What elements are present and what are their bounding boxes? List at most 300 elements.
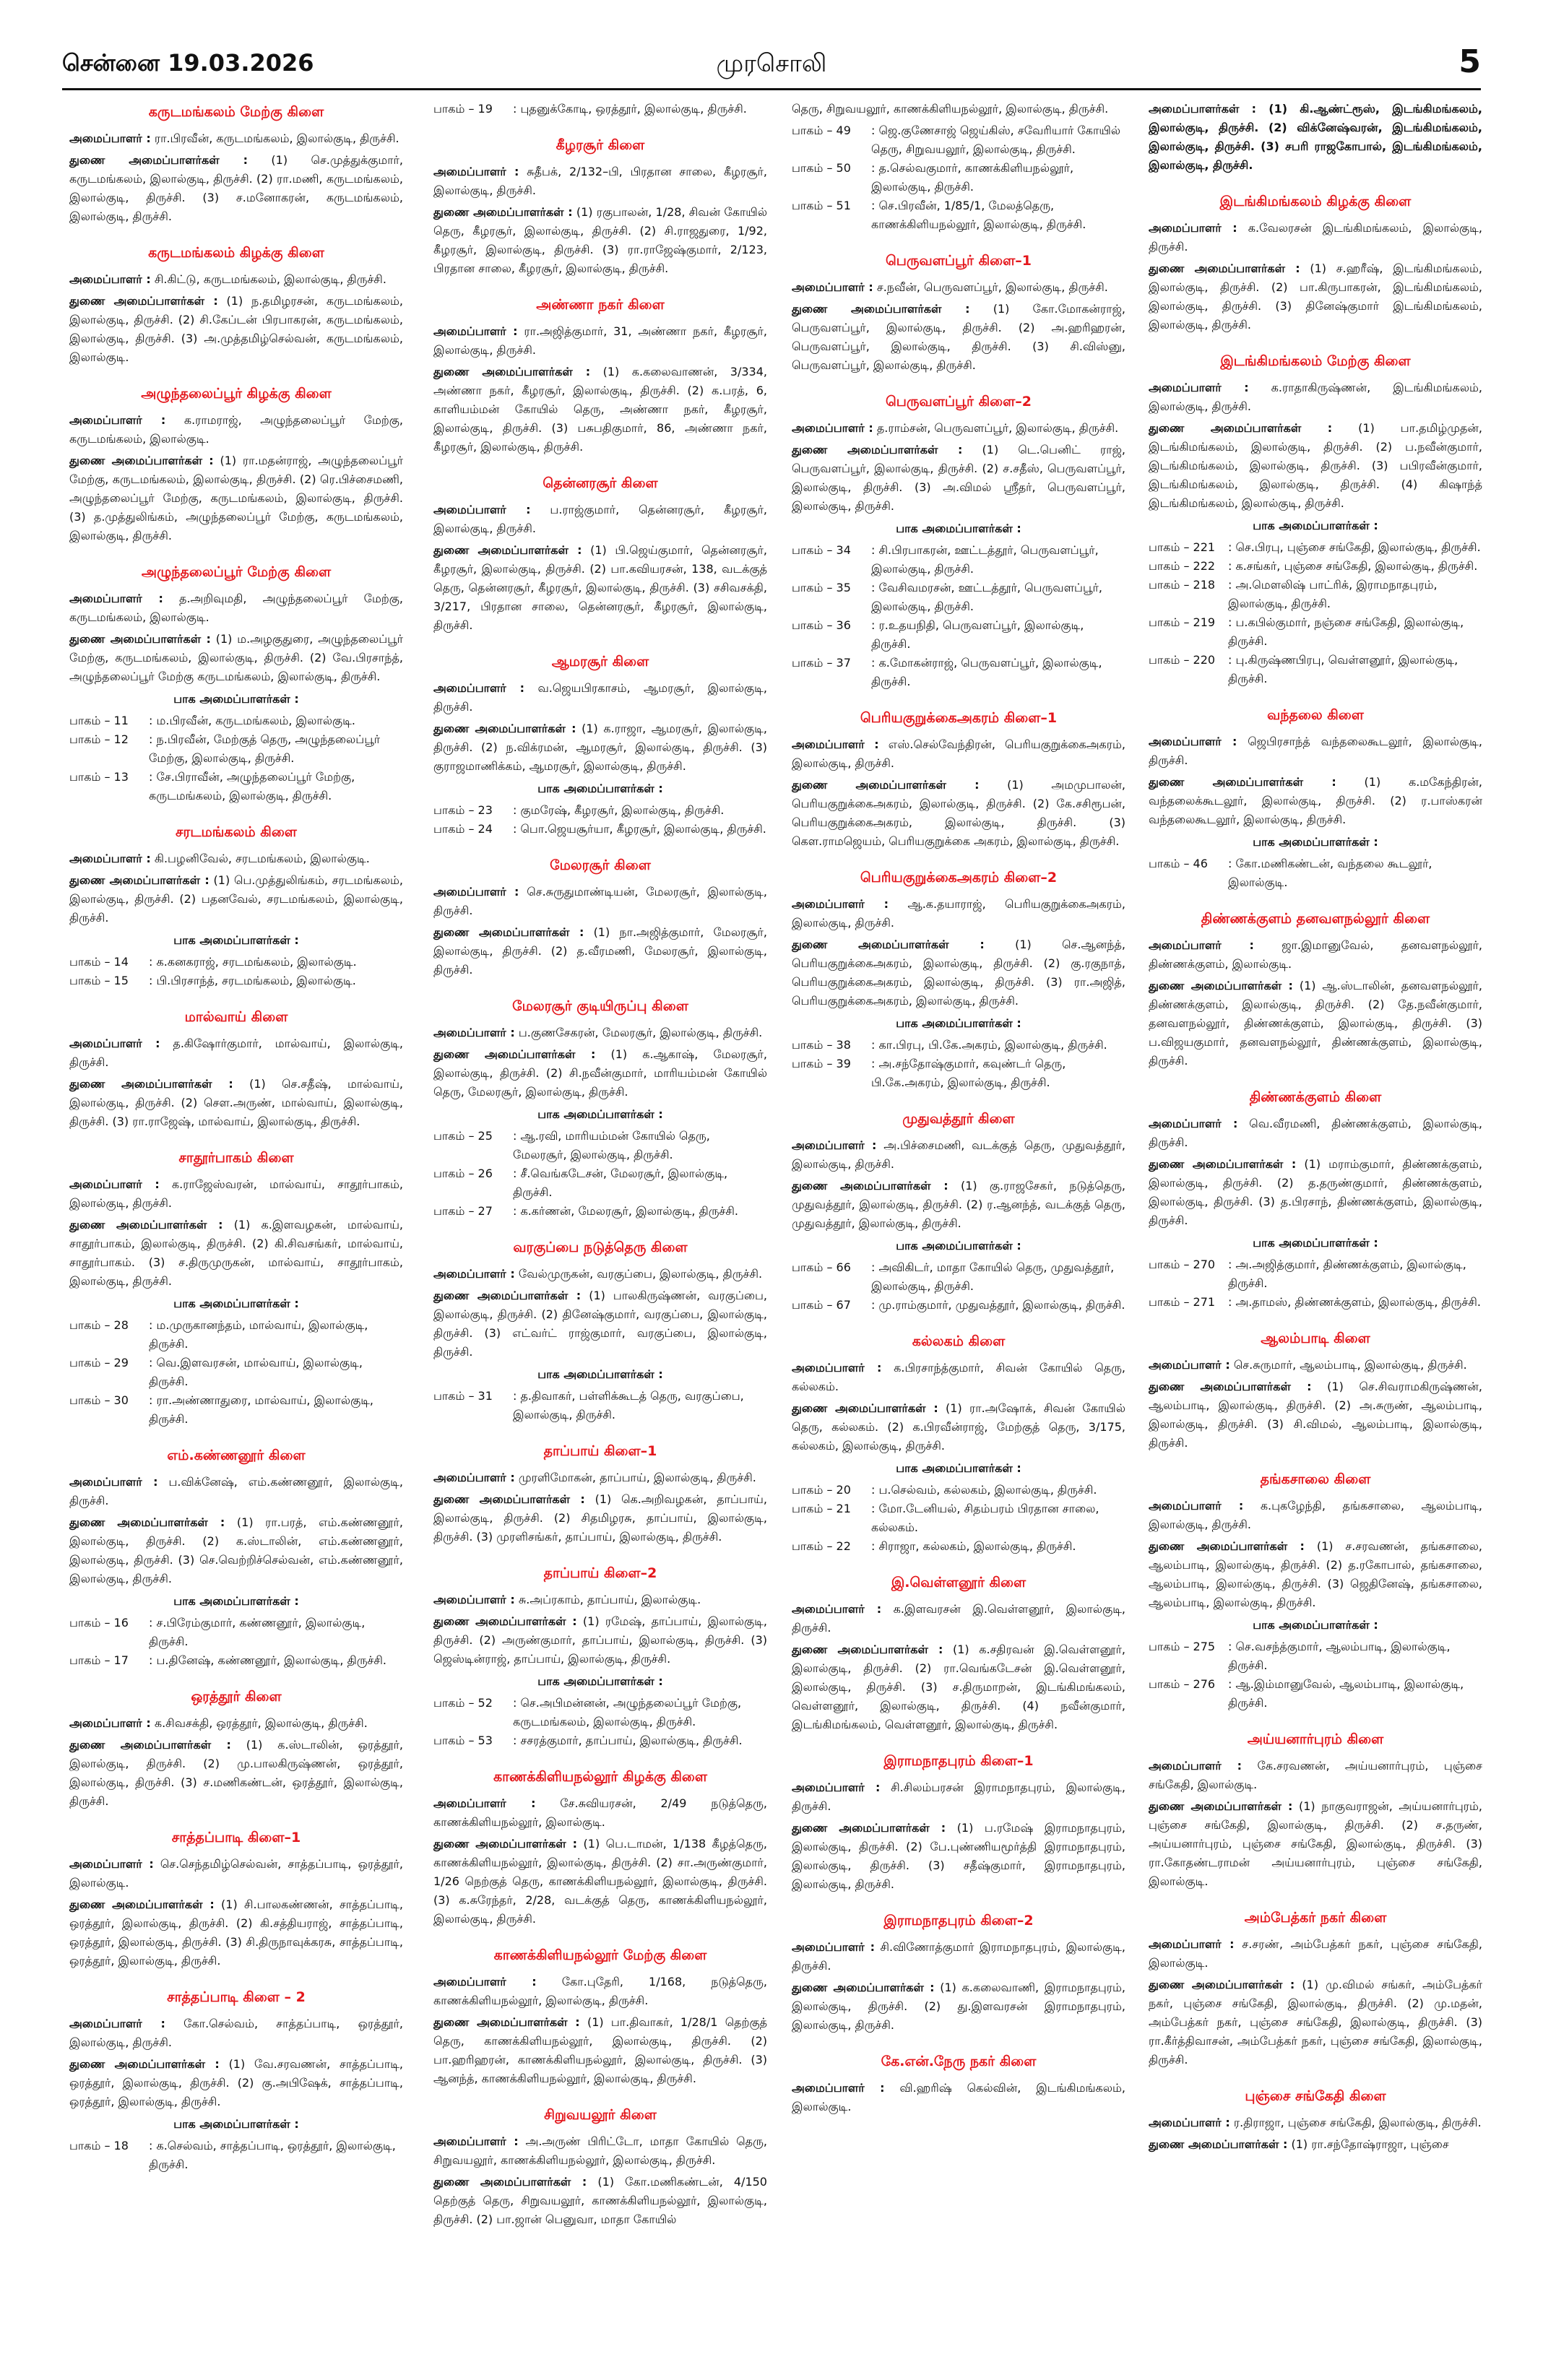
organizer-name: ப.ராஜ்குமார், தென்னரசூர், கீழரசூர், இலால்குடி, திருச்சி.	[433, 503, 767, 535]
ward-row	[792, 1055, 1125, 1092]
header-rule	[62, 88, 1481, 90]
ward-organizers-heading: பாக அமைப்பாளர்கள் :	[1253, 519, 1378, 532]
ward-organizers-heading: பாக அமைப்பாளர்கள் :	[1253, 1618, 1378, 1632]
ward-organizer: : பொ.ஜெயசூர்யா, கீழரசூர், இலால்குடி, திருச்சி.	[513, 822, 766, 836]
branch-title: காணக்கிளியநல்லூர் கிழக்கு கிளை	[493, 1769, 708, 1785]
organizer-label: அமைப்பாளர் :	[69, 272, 151, 286]
ward-organizer: : செ.பிரபு, புஞ்சை சங்கேதி, இலால்குடி, திருச்சி.	[1228, 540, 1481, 554]
organizer-entry	[792, 895, 1125, 932]
deputy-organizers-entry	[69, 1895, 403, 1970]
deputy-organizers-label: துணை அமைப்பாளர்கள் :	[1149, 1157, 1297, 1171]
deputy-organizers-names: (1) கெ.அறிவழகன், தாப்பாய், இலால்குடி, திருச்சி. (2) சிதமிழரசு, தாப்பாய், இலால்குடி, திருச்சி. (3) முரளிசங்கர், தாப்பாய், இலால்குடி, திருச்சி.	[433, 1492, 767, 1544]
deputy-organizers-names: (1) அமமுபாலன், பெரியகுறுக்கைஅகரம், இலால்குடி, திருச்சி. (2) கே.சசிரூபன், பெரியகுறுக்கைஅகரம், இலால்குடி, திருச்சி. (3) கௌ.ராமஜெயம், பெரியகுறுக்கை அகரம், இலால்குடி, திருச்சி.	[792, 778, 1125, 848]
organizer-entry	[433, 1973, 767, 2010]
organizer-entry	[69, 849, 403, 868]
organizer-name: சுதீபக், 2/132–பி, பிரதான சாலை, கீழரசூர், இலால்குடி, திருச்சி.	[433, 165, 767, 197]
ward-organizer: : பு.கிருஷ்ணபிரபு, வெள்ளனூர், இலால்குடி, திருச்சி.	[1228, 653, 1458, 685]
deputy-organizers-entry	[792, 300, 1125, 375]
ward-number: பாகம் – 39	[792, 1057, 851, 1070]
ward-row	[1149, 1255, 1482, 1293]
ward-organizer: : ஜெ.குணேசாஜ் ஜெய்கிஸ், சவேரியார் கோயில் தெரு, சிறுவயலூர், இலால்குடி, திருச்சி.	[871, 124, 1121, 156]
deputy-organizers-names: (1) க.ஆகாஷ், மேலரசூர், இலால்குடி, திருச்சி. (2) சி.நவீன்குமார், மாரியம்மன் கோயில் தெரு, மேலரசூர், இலால்குடி, திருச்சி.	[433, 1047, 767, 1099]
branch-section	[792, 710, 1125, 851]
branch-title: முதுவத்தூர் கிளை	[902, 1111, 1015, 1127]
deputy-organizers-names: (1) செ.ஆனந்த், பெரியகுறுக்கைஅகரம், இலால்குடி, திருச்சி. (2) கு.ரகுநாத், பெரியகுறுக்கைஅகரம், இலால்குடி, திருச்சி. (3) ரா.அஜித், பெரியகுறுக்கைஅகரம், இலால்குடி, திருச்சி.	[792, 938, 1125, 1008]
branch-section	[69, 1989, 403, 2174]
organizer-label: அமைப்பாளர் :	[433, 165, 519, 178]
organizer-entry	[1149, 936, 1482, 974]
branch-section	[1149, 1330, 1482, 1453]
organizer-label: அமைப்பாளர் :	[792, 897, 889, 911]
organizer-name: ச.நவீன், பெருவளப்பூர், இலால்குடி, திருச்சி.	[876, 280, 1108, 294]
branch-section	[1149, 100, 1482, 175]
organizer-name: சு.அப்ரகாம், தாப்பாய், இலால்குடி.	[518, 1593, 701, 1606]
deputy-organizers-label: துணை அமைப்பாளர்கள் :	[433, 543, 582, 557]
deputy-organizers-label: துணை அமைப்பாளர்கள் :	[1149, 1539, 1305, 1553]
organizer-entry	[792, 1600, 1125, 1637]
deputy-organizers-names: (1) டெ.பெனிட் ராஜ், பெருவளப்பூர், இலால்குடி, திருச்சி. (2) ச.சதீஸ், பெருவளப்பூர், இலால்குடி, திருச்சி. (3) அ.விமல் ஸ்ரீதர், பெருவளப்பூர், இலால்குடி, திருச்சி.	[792, 443, 1125, 513]
ward-number: பாகம் – 37	[792, 656, 851, 670]
branch-section	[1149, 911, 1482, 1070]
deputy-organizers-entry	[69, 151, 403, 226]
organizer-label: அமைப்பாளர் :	[69, 1857, 154, 1871]
organizer-name: ஆ.க.தயாராஜ், பெரியகுறுக்கைஅகரம், இலால்குடி, திருச்சி.	[792, 897, 1125, 930]
deputy-organizers-names: (1) ரா.அஷோக், சிவன் கோயில் தெரு, கல்லகம். (2) க.பிரவீன்ராஜ், மேற்குத் தெரு, 3/175, கல்லகம், இலால்குடி, திருச்சி.	[792, 1401, 1125, 1453]
page-number: 5	[1458, 43, 1481, 80]
column-2	[433, 100, 767, 2360]
branch-title: தென்னரசூர் கிளை	[543, 475, 658, 491]
deputy-organizers-names: (1) க.மகேந்திரன், வந்தலைக்கூடலூர், இலால்குடி, திருச்சி. (2) ர.பாஸ்கரன் வந்தலைகூடலூர், இலால்குடி, திருச்சி.	[1149, 775, 1482, 826]
deputy-organizers-names: (1) க.சதிரவன் இ.வெள்ளனூர், இலால்குடி, திருச்சி. (2) ரா.வெங்கடேசன் இ.வெள்ளனூர், இலால்குடி, திருச்சி. (3) ச.திருமாறன், இடங்கிமங்கலம், வெள்ளனூர், இலால்குடி, திருச்சி. (4) நவீன்குமார், இடங்கிமங்கலம், வெள்ளனூர், இலால்குடி, திருச்சி.	[792, 1643, 1125, 1731]
organizer-label: அமைப்பாளர் :	[69, 592, 163, 605]
deputy-organizers-label: துணை அமைப்பாளர்கள் :	[433, 2015, 580, 2029]
ward-number: பாகம் – 12	[69, 732, 129, 746]
ward-row	[433, 1731, 767, 1750]
deputy-organizers-names: (1) க.கலைவாணன், 3/334, அண்ணா நகர், கீழரசூர், இலால்குடி, திருச்சி. (2) க.பரத், 6, காளியம்மன் கோயில் தெரு, அண்ணா நகர், கீழரசூர், இலால்குடி, திருச்சி. (3) பசுபதிகுமார், 86, அண்ணா நகர், கீழரசூர், இலால்குடி, திருச்சி.	[433, 365, 767, 454]
organizer-name: கே.சரவணன், அய்யனார்புரம், புஞ்சை சங்கேதி, இலால்குடி.	[1149, 1759, 1482, 1791]
organizer-name: எஸ்.செல்வேந்திரன், பெரியகுறுக்கைஅகரம், இலால்குடி, திருச்சி.	[792, 737, 1125, 770]
organizer-entry	[1149, 378, 1482, 416]
deputy-organizers-names: (1) நா.அஜித்குமார், மேலரசூர், இலால்குடி, திருச்சி. (2) த.வீரமணி, மேலரசூர், இலால்குடி, திருச்சி.	[433, 925, 767, 977]
masthead	[62, 43, 1481, 87]
deputy-organizers-names: (1) க.இளவழகன், மால்வாய், சாதூர்பாகம், இலால்குடி, திருச்சி. (2) கி.சிவசங்கர், மால்வாய், சாதூர்பாகம். (3) ச.திருமுருகன், மால்வாய், சாதூர்பாகம், இலால்குடி, திருச்சி.	[69, 1218, 403, 1288]
organizer-name: ரா.அஜித்குமார், 31, அண்ணா நகர், கீழரசூர், இலால்குடி, திருச்சி.	[433, 324, 767, 357]
deputy-organizers-label: துணை அமைப்பாளர்கள் :	[433, 2175, 587, 2189]
branch-section	[69, 1150, 403, 1429]
ward-organizers-heading: பாக அமைப்பாளர்கள் :	[173, 2117, 299, 2131]
organizer-name: க.ராமராஜ், அழுந்தலைப்பூர் மேற்கு, கருடமங்கலம், இலால்குடி.	[69, 413, 403, 446]
organizer-entry	[792, 1778, 1125, 1816]
deputy-organizers-entry	[792, 776, 1125, 851]
deputy-organizers-names: (1) க.ராஜா, ஆமரசூர், இலால்குடி, திருச்சி. (2) ந.விக்ரமன், ஆமரசூர், இலால்குடி, திருச்சி. (3) குராஜமாணிக்கம், ஆமரசூர், இலால்குடி, திருச்சி.	[433, 722, 767, 773]
ward-organizer: : ரா.அண்ணாதுரை, மால்வாய், இலால்குடி, திருச்சி.	[149, 1393, 374, 1426]
organizer-label: அமைப்பாளர் :	[1149, 221, 1237, 235]
deputy-organizers-entry	[1149, 1377, 1482, 1453]
deputy-organizers-names: (1) பா.தமிழ்முதன், இடங்கிமங்கலம், இலால்குடி, திருச்சி. (2) ப.நவீன்குமார், இடங்கிமங்கலம், இலால்குடி, திருச்சி. (3) பபிரவீன்குமார், இடங்கிமங்கலம், இலால்குடி, திருச்சி. (4) கிஷாந்த் இடங்கிமங்கலம், இலால்குடி, திருச்சி.	[1149, 421, 1482, 510]
ward-row	[1149, 854, 1482, 892]
organizer-entry	[69, 1855, 403, 1892]
ward-row	[792, 196, 1125, 234]
organizer-entry	[433, 501, 767, 538]
organizer-entry	[433, 163, 767, 200]
ward-organizers-heading: பாக அமைப்பாளர்கள் :	[896, 1016, 1021, 1030]
deputy-organizers-entry	[1149, 2135, 1482, 2154]
organizer-name: ஜா.இமானுவேல், தனவளநல்லூர், திண்ணக்குளம், இலால்குடி.	[1149, 938, 1482, 971]
ward-organizer: : க.செல்வம், சாத்தப்பாடி, ஒரத்தூர், இலால்குடி, திருச்சி.	[149, 2139, 396, 2171]
deputy-organizers-entry	[433, 923, 767, 979]
ward-number: பாகம் – 27	[433, 1204, 493, 1218]
ward-organizer: : சசரத்குமார், தாப்பாய், இலால்குடி, திருச்சி.	[513, 1734, 743, 1747]
ward-number: பாகம் – 24	[433, 822, 493, 836]
ward-organizer: : மோ.டேனியல், சிதம்பரம் பிரதான சாலை, கல்லகம்.	[871, 1502, 1099, 1534]
branch-title: சாதூர்பாகம் கிளை	[178, 1150, 294, 1166]
ward-row	[433, 100, 767, 118]
organizer-name: க.சிவசக்தி, ஒரத்தூர், இலால்குடி, திருச்சி.	[154, 1716, 368, 1730]
ward-row	[792, 1258, 1125, 1296]
organizer-name: ச.சரண், அம்பேத்கர் நகர், புஞ்சை சங்கேதி, இலால்குடி.	[1149, 1937, 1482, 1970]
ward-organizers-heading: பாக அமைப்பாளர்கள் :	[537, 782, 663, 795]
deputy-organizers-names: (1) ரா.பரத், எம்.கண்ணனூர், இலால்குடி, திருச்சி. (2) க.ஸ்டாலின், எம்.கண்ணனூர், இலால்குடி, திருச்சி. (3) செ.வெற்றிச்செல்வன், எம்.கண்ணனூர், இலால்குடி, திருச்சி.	[69, 1515, 403, 1585]
ward-row	[792, 1481, 1125, 1500]
branch-title: எம்.கண்ணனூர் கிளை	[167, 1448, 306, 1463]
deputy-organizers-entry	[1149, 1976, 1482, 2069]
deputy-organizers-entry	[433, 1286, 767, 1362]
organizer-name: சே.சுவியரசன், 2/49 நடுத்தெரு, காணக்கிளியநல்லூர், இலால்குடி.	[433, 1796, 767, 1829]
ward-number: பாகம் – 15	[69, 974, 129, 987]
deputy-organizers-label: துணை அமைப்பாளர்கள் :	[433, 1614, 577, 1628]
organizer-name: கோ.புதேரி, 1/168, நடுத்தெரு, காணக்கிளியநல்லூர், இலால்குடி, திருச்சி.	[433, 1975, 767, 2007]
ward-row	[433, 1202, 767, 1221]
deputy-organizers-names: (1) வே.சரவணன், சாத்தப்பாடி, ஒரத்தூர், இலால்குடி, திருச்சி. (2) கு.அபிஷேக், சாத்தப்பாடி, ஒரத்தூர், இலால்குடி, திருச்சி.	[69, 2057, 403, 2108]
deputy-organizers-entry	[792, 1177, 1125, 1233]
organizer-entry	[69, 270, 403, 289]
deputy-organizers-entry	[433, 1612, 767, 1669]
ward-number: பாகம் – 31	[433, 1389, 493, 1403]
deputy-organizers-label: துணை அமைப்பாளர்கள் :	[1149, 1799, 1293, 1813]
deputy-organizers-entry	[433, 1045, 767, 1102]
ward-row	[69, 953, 403, 972]
deputy-organizers-names: (1) க.கலைவாணி, இராமநாதபுரம், இலால்குடி, திருச்சி. (2) து.இளவரசன் இராமநாதபுரம், இலால்குடி, திருச்சி.	[792, 1981, 1125, 2032]
column-3	[792, 100, 1125, 2360]
deputy-organizers-label: துணை அமைப்பாளர்கள் :	[792, 302, 970, 316]
branch-title: இடங்கிமங்கலம் மேற்கு கிளை	[1220, 353, 1411, 369]
organizer-label: அமைப்பாளர் :	[792, 1602, 882, 1616]
organizer-entry	[69, 1714, 403, 1733]
ward-organizer: : ந.பிரவீன், மேற்குத் தெரு, அழுந்தலைப்பூர் மேற்கு, இலால்குடி, திருச்சி.	[149, 732, 381, 765]
organizer-name: அ.அருண் பிரிட்டோ, மாதா கோயில் தெரு, சிறுவயலூர், காணக்கிளியநல்லூர், இலால்குடி, திருச்சி.	[433, 2134, 767, 2167]
ward-organizer: : ர.உதயநிதி, பெருவளப்பூர், இலால்குடி, திருச்சி.	[871, 618, 1084, 651]
branch-title: தங்கசாலை கிளை	[1260, 1471, 1371, 1487]
ward-number: பாகம் – 28	[69, 1318, 129, 1332]
ward-number: பாகம் – 19	[433, 102, 493, 116]
deputy-organizers-label: துணை அமைப்பாளர்கள் :	[69, 1218, 223, 1232]
organizer-name: கி.பழனிவேல், சரடமங்கலம், இலால்குடி.	[154, 852, 370, 865]
ward-number: பாகம் – 34	[792, 543, 851, 557]
branch-title: பெருவளப்பூர் கிளை–2	[885, 394, 1032, 410]
deputy-organizers-names: (1) சி.பாலகண்ணன், சாத்தப்பாடி, ஒரத்தூர், இலால்குடி, திருச்சி. (2) கி.சத்தியராஜ், சாத்தப்பாடி, ஒரத்தூர், இலால்குடி, திருச்சி. (3) சி.திருநாவுக்கரசு, சாத்தப்பாடி, ஒரத்தூர், இலால்குடி, திருச்சி.	[69, 1897, 403, 1968]
branch-title: சாத்தப்பாடி கிளை–1	[171, 1830, 301, 1845]
deputy-organizers-label: துணை அமைப்பாளர்கள் :	[69, 2057, 220, 2071]
branch-section	[433, 857, 767, 979]
ward-row	[792, 1537, 1125, 1556]
deputy-organizers-entry	[1149, 1155, 1482, 1230]
ward-number: பாகம் – 35	[792, 581, 851, 594]
deputy-organizers-label: துணை அமைப்பாளர்கள் :	[69, 873, 209, 887]
organizer-label: அமைப்பாளர் :	[69, 1177, 160, 1191]
ward-row	[69, 1651, 403, 1670]
branch-title: கருடமங்கலம் மேற்கு கிளை	[148, 104, 324, 120]
branch-section	[1149, 1731, 1482, 1891]
branch-title: அழுந்தலைப்பூர் மேற்கு கிளை	[141, 564, 332, 580]
branch-title: அண்ணா நகர் கிளை	[536, 297, 665, 313]
branch-section	[433, 1443, 767, 1546]
continued-text	[1149, 100, 1482, 175]
ward-row	[69, 711, 403, 730]
organizer-entry	[69, 411, 403, 449]
deputy-organizers-label: துணை அமைப்பாளர்கள் :	[1149, 2137, 1288, 2151]
column-4	[1149, 100, 1482, 2360]
organizer-entry	[1149, 1356, 1482, 1375]
branch-title: மால்வாய் கிளை	[184, 1009, 288, 1025]
deputy-organizers-names: (1) கு.ராஜசேகர், நடுத்தெரு, முதுவத்தூர், இலால்குடி, திருச்சி. (2) ர.ஆனந்த், வடக்குத் தெரு, முதுவத்தூர், இலால்குடி, திருச்சி.	[792, 1179, 1125, 1230]
deputy-organizers-label: துணை அமைப்பாளர்கள் :	[433, 205, 573, 219]
deputy-organizers-names: (1) ப.ரமேஷ் இராமநாதபுரம், இலால்குடி, திருச்சி. (2) பே.புண்ணியமூர்த்தி இராமநாதபுரம், இலால்குடி, திருச்சி. (3) சதீஷ்குமார், இராமநாதபுரம், இலால்குடி, திருச்சி.	[792, 1821, 1125, 1891]
ward-organizer: : ஆ.இம்மானுவேல், ஆலம்பாடி, இலால்குடி, திருச்சி.	[1228, 1677, 1464, 1710]
deputy-organizers-label: துணை அமைப்பாளர்கள் :	[433, 1492, 585, 1506]
deputy-organizers-label: துணை அமைப்பாளர்கள் :	[69, 454, 214, 467]
organizer-entry	[433, 1265, 767, 1284]
branch-title: தாப்பாய் கிளை–2	[543, 1565, 657, 1581]
ward-row	[1149, 651, 1482, 688]
branch-section	[792, 1575, 1125, 1734]
deputy-organizers-entry	[792, 1640, 1125, 1734]
ward-number: பாகம் – 26	[433, 1167, 493, 1180]
deputy-organizers-entry	[1149, 259, 1482, 334]
ward-row	[433, 1164, 767, 1202]
branch-title: சிறுவயலூர் கிளை	[544, 2107, 657, 2123]
deputy-organizers-entry	[69, 1736, 403, 1811]
branch-section	[433, 297, 767, 456]
branch-section	[792, 394, 1125, 691]
organizer-name: க.வேலரசன் இடங்கிமங்கலம், இலால்குடி, திருச்சி.	[1149, 221, 1482, 254]
deputy-organizers-label: துணை அமைப்பாளர்கள் :	[69, 153, 248, 167]
deputy-organizers-names: (1) செ.சதீஷ், மால்வாய், இலால்குடி, திருச்சி. (2) சௌ.அருண், மால்வாய், இலால்குடி, திருச்சி. (3) ரா.ராஜேஷ், மால்வாய், இலால்குடி, திருச்சி.	[69, 1077, 403, 1128]
organizer-name: வி.ஹரிஷ் கெல்வின், இடங்கிமங்கலம், இலால்குடி.	[792, 2081, 1125, 2113]
organizer-label: அமைப்பாளர் :	[792, 1940, 876, 1954]
branch-section	[792, 253, 1125, 375]
organizer-entry	[792, 278, 1125, 297]
deputy-organizers-label: துணை அமைப்பாளர்கள் :	[69, 1077, 233, 1091]
ward-row	[433, 1127, 767, 1164]
organizer-label: அமைப்பாளர் :	[69, 852, 151, 865]
deputy-organizers-label: துணை அமைப்பாளர்கள் :	[792, 1643, 943, 1656]
ward-row	[792, 1296, 1125, 1315]
deputy-organizers-label: துணை அமைப்பாளர்கள் :	[1149, 1978, 1295, 1991]
ward-row	[792, 121, 1125, 159]
organizer-label: அமைப்பாளர் :	[1149, 938, 1254, 952]
ward-number: பாகம் – 67	[792, 1298, 851, 1312]
ward-row	[69, 1391, 403, 1429]
branch-section	[1149, 194, 1482, 334]
organizer-label: அமைப்பாளர் :	[792, 1361, 882, 1375]
deputy-organizers-names: (1) பெ.டாமன், 1/138 கீழத்தெரு, காணக்கிளியநல்லூர், இலால்குடி, திருச்சி. (2) சா.அருண்குமார், 1/26 நெற்குத் தெரு, காணக்கிளியநல்லூர், இலால்குடி, திருச்சி. (3) க.சுரேந்தர், 2/28, வடக்குத் தெரு, காணக்கிளியநல்லூர், இலால்குடி, திருச்சி.	[433, 1837, 767, 1926]
deputy-organizers-label: துணை அமைப்பாளர்கள் :	[69, 1515, 225, 1529]
deputy-organizers-label: துணை அமைப்பாளர்கள் :	[792, 778, 980, 792]
deputy-organizers-names: (1) பாலகிருஷ்ணன், வரகுப்பை, இலால்குடி, திருச்சி. (2) தினேஷ்குமார், வரகுப்பை, இலால்குடி, திருச்சி. (3) எட்வர்ட் ராஜ்குமார், வரகுப்பை, இலால்குடி, திருச்சி.	[433, 1289, 767, 1359]
organizer-label: அமைப்பாளர் :	[433, 1593, 515, 1606]
organizer-entry	[433, 1591, 767, 1609]
organizer-entry	[792, 419, 1125, 438]
organizer-entry	[433, 1468, 767, 1487]
deputy-organizers-entry	[792, 935, 1125, 1011]
ward-number: பாகம் – 17	[69, 1653, 129, 1667]
deputy-organizers-entry	[433, 2173, 767, 2229]
ward-number: பாகம் – 23	[433, 803, 493, 817]
branch-section	[792, 100, 1125, 234]
ward-row	[792, 1036, 1125, 1055]
ward-row	[1149, 1293, 1482, 1312]
ward-organizers-heading: பாக அமைப்பாளர்கள் :	[537, 1674, 663, 1688]
organizer-label: அமைப்பாளர் :	[792, 280, 873, 294]
branch-title: ஆலம்பாடி கிளை	[1261, 1330, 1370, 1346]
branch-title: வந்தலை கிளை	[1267, 707, 1364, 723]
ward-number: பாகம் – 49	[792, 124, 851, 137]
ward-organizer: : ப.தினேஷ், கண்ணனூர், இலால்குடி, திருச்சி.	[149, 1653, 386, 1667]
deputy-organizers-entry	[69, 630, 403, 686]
column-1	[69, 100, 403, 2360]
organizer-name: முரளிமோகன், தாப்பாய், இலால்குடி, திருச்சி.	[518, 1471, 756, 1484]
ward-organizers-heading: பாக அமைப்பாளர்கள் :	[537, 1107, 663, 1121]
branch-title: புஞ்சை சங்கேதி கிளை	[1245, 2088, 1386, 2104]
branch-title: கீழரசூர் கிளை	[556, 137, 645, 153]
ward-number: பாகம் – 22	[792, 1539, 851, 1553]
ward-number: பாகம் – 50	[792, 161, 851, 175]
branch-title: திண்ணக்குளம் தனவளநல்லூர் கிளை	[1201, 911, 1430, 927]
organizer-label: அமைப்பாளர் :	[792, 737, 879, 751]
organizer-entry	[1149, 1115, 1482, 1152]
ward-row	[69, 972, 403, 990]
ward-number: பாகம் – 46	[1149, 857, 1208, 870]
ward-number: பாகம் – 53	[433, 1734, 493, 1747]
ward-row	[69, 1354, 403, 1391]
ward-row	[433, 1387, 767, 1424]
ward-number: பாகம் – 38	[792, 1038, 851, 1052]
organizer-entry	[433, 883, 767, 920]
organizer-name: க.புகழேந்தி, தங்கசாலை, ஆலம்பாடி, இலால்குடி, திருச்சி.	[1149, 1499, 1482, 1531]
branch-title: ஒரத்தூர் கிளை	[191, 1689, 282, 1705]
organizer-entry	[69, 1175, 403, 1213]
deputy-organizers-entry	[433, 363, 767, 456]
deputy-organizers-names: (1) கோ.மணிகண்டன், 4/150 தெற்குத் தெரு, சிறுவயலூர், காணக்கிளியநல்லூர், இலால்குடி, திருச்சி. (2) பா.ஜான் பெனுவா, மாதா கோயில்	[433, 2175, 767, 2226]
ward-organizer: : ம.பிரவீன், கருடமங்கலம், இலால்குடி.	[149, 714, 355, 727]
organizer-entry	[69, 2015, 403, 2052]
branch-section	[433, 2107, 767, 2229]
ward-row	[1149, 557, 1482, 576]
ward-number: பாகம் – 222	[1149, 559, 1216, 573]
branch-section	[433, 1239, 767, 1424]
ward-row	[433, 820, 767, 839]
deputy-organizers-label: துணை அமைப்பாளர்கள் :	[1149, 261, 1300, 275]
deputy-organizers-label: துணை அமைப்பாளர்கள் :	[69, 294, 218, 308]
organizer-name: செ.சுருமார், ஆலம்பாடி, இலால்குடி, திருச்சி.	[1233, 1358, 1467, 1372]
organizer-name: அ.பிச்சைமணி, வடக்குத் தெரு, முதுவத்தூர், இலால்குடி, திருச்சி.	[792, 1138, 1125, 1171]
ward-organizer: : கோ.மணிகண்டன், வந்தலை கூடலூர், இலால்குடி.	[1228, 857, 1432, 889]
branch-title: பெரியகுறுக்கைஅகரம் கிளை–2	[860, 870, 1058, 886]
organizer-name: ஜெபிரசாந்த் வந்தலைகூடலூர், இலால்குடி, திருச்சி.	[1149, 735, 1482, 767]
branch-title: இராமநாதபுரம் கிளை–1	[883, 1753, 1034, 1769]
organizer-name: செ.செந்தமிழ்செல்வன், சாத்தப்பாடி, ஒரத்தூர், இலால்குடி.	[69, 1857, 403, 1890]
branch-title: பெரியகுறுக்கைஅகரம் கிளை–1	[860, 710, 1058, 726]
organizer-label: அமைப்பாளர் :	[433, 1975, 537, 1989]
continued-text: தெரு, சிறுவயலூர், காணக்கிளியநல்லூர், இலால்குடி, திருச்சி.	[792, 102, 1109, 116]
organizer-name: சி.சிலம்பரசன் இராமநாதபுரம், இலால்குடி, திருச்சி.	[792, 1780, 1125, 1813]
ward-number: பாகம் – 220	[1149, 653, 1216, 667]
deputy-organizers-label: துணை அமைப்பாளர்கள் :	[792, 1821, 946, 1835]
ward-row	[69, 730, 403, 768]
deputy-organizers-names: (1) பெ.முத்துலிங்கம், சரடமங்கலம், இலால்குடி, திருச்சி. (2) பதனவேல், சரடமங்கலம், இலால்குடி, திருச்சி.	[69, 873, 403, 925]
branch-section	[433, 998, 767, 1221]
ward-number: பாகம் – 36	[792, 618, 851, 632]
organizer-name: வேல்முருகன், வரகுப்பை, இலால்குடி, திருச்சி.	[518, 1267, 763, 1281]
deputy-organizers-entry	[1149, 1537, 1482, 1612]
ward-organizer: : புதனுக்கோடி, ஒரத்தூர், இலால்குடி, திருச்சி.	[513, 102, 747, 116]
branch-title: திண்ணக்குளம் கிளை	[1249, 1089, 1382, 1105]
organizer-entry	[792, 1359, 1125, 1396]
continued-label-text: அமைப்பாளர்கள் : (1) கி.ஆண்ட்ரூஸ், இடங்கிமங்கலம், இலால்குடி, திருச்சி. (2) விக்னேஷ்வரன், இடங்கிமங்கலம், இலால்குடி, திருச்சி. (3) சபரி ராஜகோபால், இடங்கிமங்கலம், இலால்குடி, திருச்சி.	[1149, 102, 1482, 172]
deputy-organizers-label: துணை அமைப்பாளர்கள் :	[1149, 979, 1293, 992]
branch-title: கருடமங்கலம் கிழக்கு கிளை	[148, 245, 324, 261]
branch-section	[792, 870, 1125, 1092]
branch-section	[1149, 1089, 1482, 1312]
deputy-organizers-label: துணை அமைப்பாளர்கள் :	[1149, 1380, 1312, 1393]
deputy-organizers-entry	[433, 1490, 767, 1546]
deputy-organizers-names: (1) செ.சிவராமகிருஷ்ணன், ஆலம்பாடி, இலால்குடி, திருச்சி. (2) அ.சுருண், ஆலம்பாடி, இலால்குடி, திருச்சி. (3) சி.விமல், ஆலம்பாடி, இலால்குடி, திருச்சி.	[1149, 1380, 1482, 1450]
ward-organizer: : கா.பிரபு, பி.கே.அகரம், இலால்குடி, திருச்சி.	[871, 1038, 1107, 1052]
ward-number: பாகம் – 30	[69, 1393, 129, 1407]
organizer-entry	[69, 129, 403, 148]
branch-title: ஆமரசூர் கிளை	[551, 654, 649, 670]
deputy-organizers-label: துணை அமைப்பாளர்கள் :	[792, 1401, 938, 1415]
organizer-entry	[69, 1473, 403, 1510]
ward-organizer: : ஆ.ரவி, மாரியம்மன் கோயில் தெரு, மேலரசூர், இலால்குடி, திருச்சி.	[513, 1129, 710, 1161]
organizer-entry	[1149, 219, 1482, 256]
ward-organizer: : அ.சந்தோஷ்குமார், கவுண்டர் தெரு, பி.கே.அகரம், இலால்குடி, திருச்சி.	[871, 1057, 1066, 1089]
branch-section	[433, 137, 767, 278]
branch-section	[792, 1333, 1125, 1556]
organizer-name: செ.சுருதுமாண்டியன், மேலரசூர், இலால்குடி, திருச்சி.	[433, 885, 767, 917]
organizer-entry	[1149, 732, 1482, 770]
ward-organizers-heading: பாக அமைப்பாளர்கள் :	[537, 1367, 663, 1381]
deputy-organizers-entry	[433, 541, 767, 635]
deputy-organizers-names: (1) ரா.சந்தோஷ்ராஜா, புஞ்சை	[1291, 2137, 1449, 2151]
organizer-entry	[433, 2132, 767, 2170]
branch-section	[1149, 1910, 1482, 2069]
branch-title: இராமநாதபுரம் கிளை–2	[883, 1913, 1034, 1929]
organizer-label: அமைப்பாளர் :	[69, 413, 166, 427]
ward-organizer: : அவிகிடர், மாதா கோயில் தெரு, முதுவத்தூர், இலால்குடி, திருச்சி.	[871, 1260, 1115, 1293]
branch-section	[1149, 2088, 1482, 2154]
ward-organizer: : சி.பிரபாகரன், ஊட்டத்தூர், பெருவளப்பூர், இலால்குடி, திருச்சி.	[871, 543, 1099, 576]
deputy-organizers-names: (1) ஆ.ஸ்டாலின், தனவளநல்லூர், திண்ணக்குளம், இலால்குடி, திருச்சி. (2) தே.நவீன்குமார், தனவளநல்லூர், திண்ணக்குளம், இலால்குடி, திருச்சி. (3) ப.விஜயகுமார், தனவளநல்லூர், திண்ணக்குளம், இலால்குடி, திருச்சி.	[1149, 979, 1482, 1068]
deputy-organizers-label: துணை அமைப்பாளர்கள் :	[433, 722, 576, 735]
organizer-entry	[433, 1024, 767, 1042]
organizer-name: த.அறிவுமதி, அழுந்தலைப்பூர் மேற்கு, கருடமங்கலம், இலால்குடி.	[69, 592, 403, 624]
organizer-name: கோ.செல்வம், சாத்தப்பாடி, ஒரத்தூர், இலால்குடி, திருச்சி.	[69, 2017, 403, 2049]
organizer-name: ப.விக்னேஷ், எம்.கண்ணனூர், இலால்குடி, திருச்சி.	[69, 1475, 403, 1507]
ward-row	[792, 1500, 1125, 1537]
deputy-organizers-names: (1) ச.சரவணன், தங்கசாலை, ஆலம்பாடி, இலால்குடி, திருச்சி. (2) த.ரகோபால், தங்கசாலை, ஆலம்பாடி, இலால்குடி, திருச்சி. (3) ஜெதினேஷ், தங்கசாலை, ஆலம்பாடி, இலால்குடி, திருச்சி.	[1149, 1539, 1482, 1609]
ward-organizer: : க.கனகராஜ், சரடமங்கலம், இலால்குடி.	[149, 955, 357, 969]
